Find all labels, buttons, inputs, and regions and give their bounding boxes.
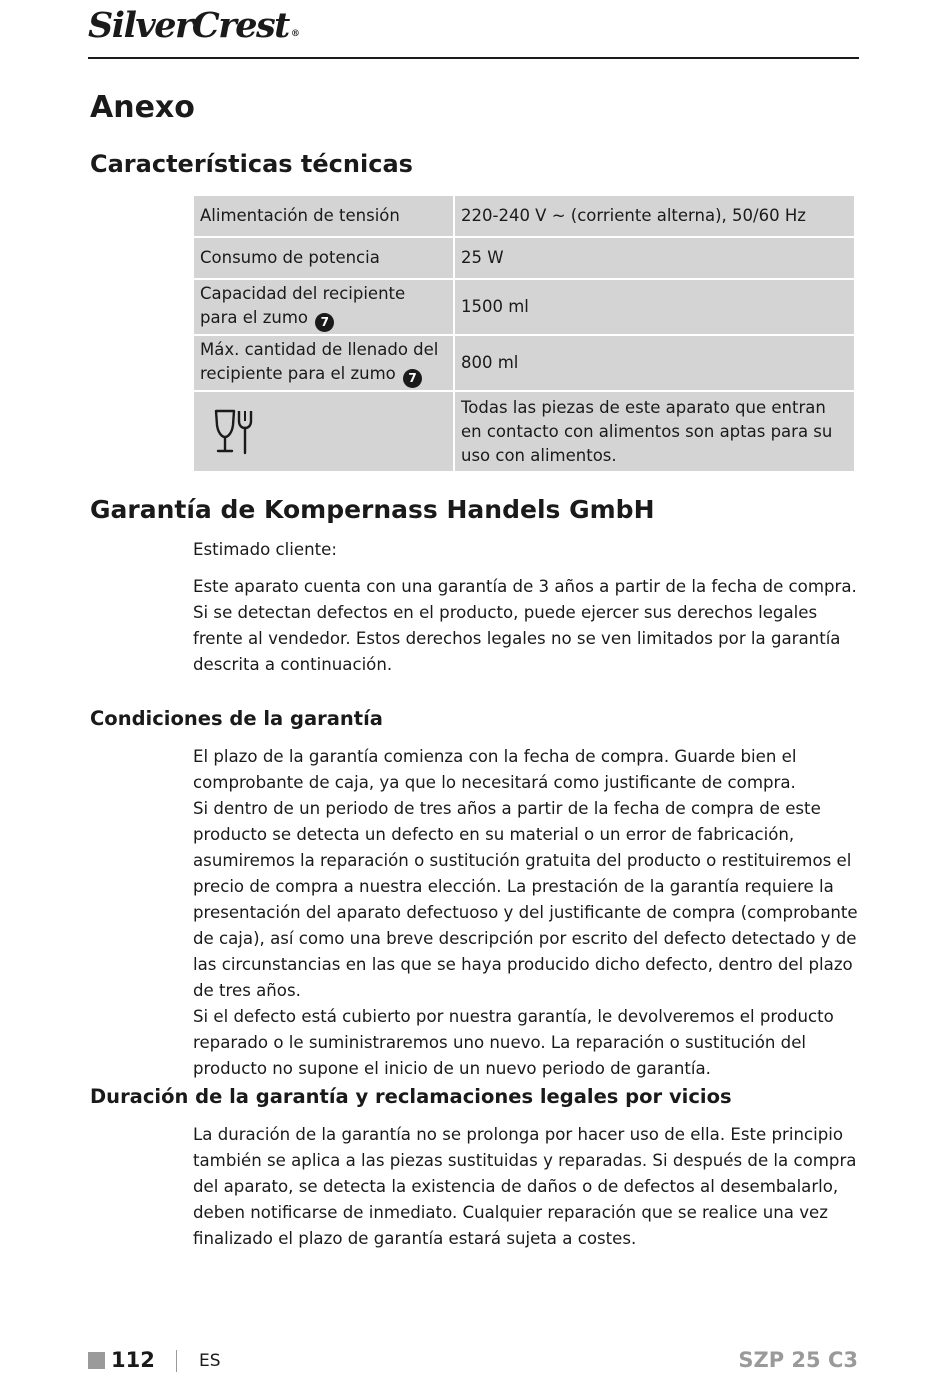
spec-label-line: para el zumo [200,308,308,328]
spec-value: 1500 ml [455,280,854,334]
conditions-heading: Condiciones de la garantía [90,707,383,730]
spec-label-line: recipiente para el zumo [200,364,396,384]
duration-text: La duración de la garantía no se prolonga por hacer uso de ella. Este principio también se aplica a las piezas sustituidas y reparadas. Si después de la compra del aparato, se detecta la existencia de daños o de defectos al desembalarlo, deben notificarse de inmediato. Cualquier reparación que se realice una vez finalizado el plazo de garantía estará sujeta a costes. [193,1125,857,1248]
language-code: ES [199,1351,221,1371]
spec-value: 800 ml [455,336,854,390]
spec-label-line: Máx. cantidad de llenado del [200,340,439,360]
spec-label-line: Capacidad del recipiente [200,284,406,304]
conditions-paragraph: Si el defecto está cubierto por nuestra garantía, le devolveremos el producto reparado o le suministraremos uno nuevo. La reparación o sustitución del producto no supone el inicio de un nuevo periodo de garantía. [193,1007,834,1078]
spec-value: Todas las piezas de este aparato que entran en contacto con alimentos son aptas para su uso con alimentos. [455,392,854,471]
spec-label: Alimentación de tensión [194,196,453,236]
page-title: Anexo [90,90,195,125]
footer-marker [88,1352,105,1369]
conditions-text [193,744,865,1082]
food-safe-glass-fork-icon [212,407,258,457]
spec-icon-cell [194,392,453,471]
warranty-heading: Garantía de Kompernass Handels GmbH [90,495,655,524]
table-row [194,280,854,334]
brand-logo [88,6,298,46]
header-rule [88,57,859,59]
footer-divider [176,1350,177,1372]
part-reference-badge: 7 [315,313,334,332]
conditions-paragraph: Si dentro de un periodo de tres años a partir de la fecha de compra de este producto se detecta un defecto en su material o un error de fabricación, asumiremos la reparación o sustitución gratuita del producto o restituiremos el precio de compra a nuestra elección. La prestación de la garantía requiere la presentación del aparato defectuoso y del justificante de compra (comprobante de caja), así como una breve descripción por escrito del defecto detectado y de las circunstancias en las que se haya producido dicho defecto, dentro del plazo de tres años. [193,799,858,1000]
spec-label: Consumo de potencia [194,238,453,278]
spec-value: 25 W [455,238,854,278]
warranty-intro: Este aparato cuenta con una garantía de 3 años a partir de la fecha de compra. Si se detectan defectos en el producto, puede ejercer sus derechos legales frente al vendedor. Estos derechos legales no se ven limitados por la garantía descrita a continuación. [193,577,857,674]
page-number: 112 [111,1348,155,1372]
registered-mark: ® [290,29,299,39]
warranty-greeting: Estimado cliente: [193,540,337,559]
model-number: SZP 25 C3 [738,1348,858,1372]
specs-table [192,194,856,473]
spec-value: 220-240 V ~ (corriente alterna), 50/60 Hz [455,196,854,236]
table-row [194,336,854,390]
specs-heading: Características técnicas [90,150,413,178]
conditions-paragraph: El plazo de la garantía comienza con la fecha de compra. Guarde bien el comprobante de caja, ya que lo necesitará como justificante de compra. [193,747,797,792]
table-row [194,392,854,471]
brand-name: SilverCrest [88,5,289,46]
spec-label [194,280,453,334]
spec-label [194,336,453,390]
part-reference-badge: 7 [403,369,422,388]
duration-heading: Duración de la garantía y reclamaciones legales por vicios [90,1085,732,1108]
table-row [194,196,854,236]
table-row [194,238,854,278]
